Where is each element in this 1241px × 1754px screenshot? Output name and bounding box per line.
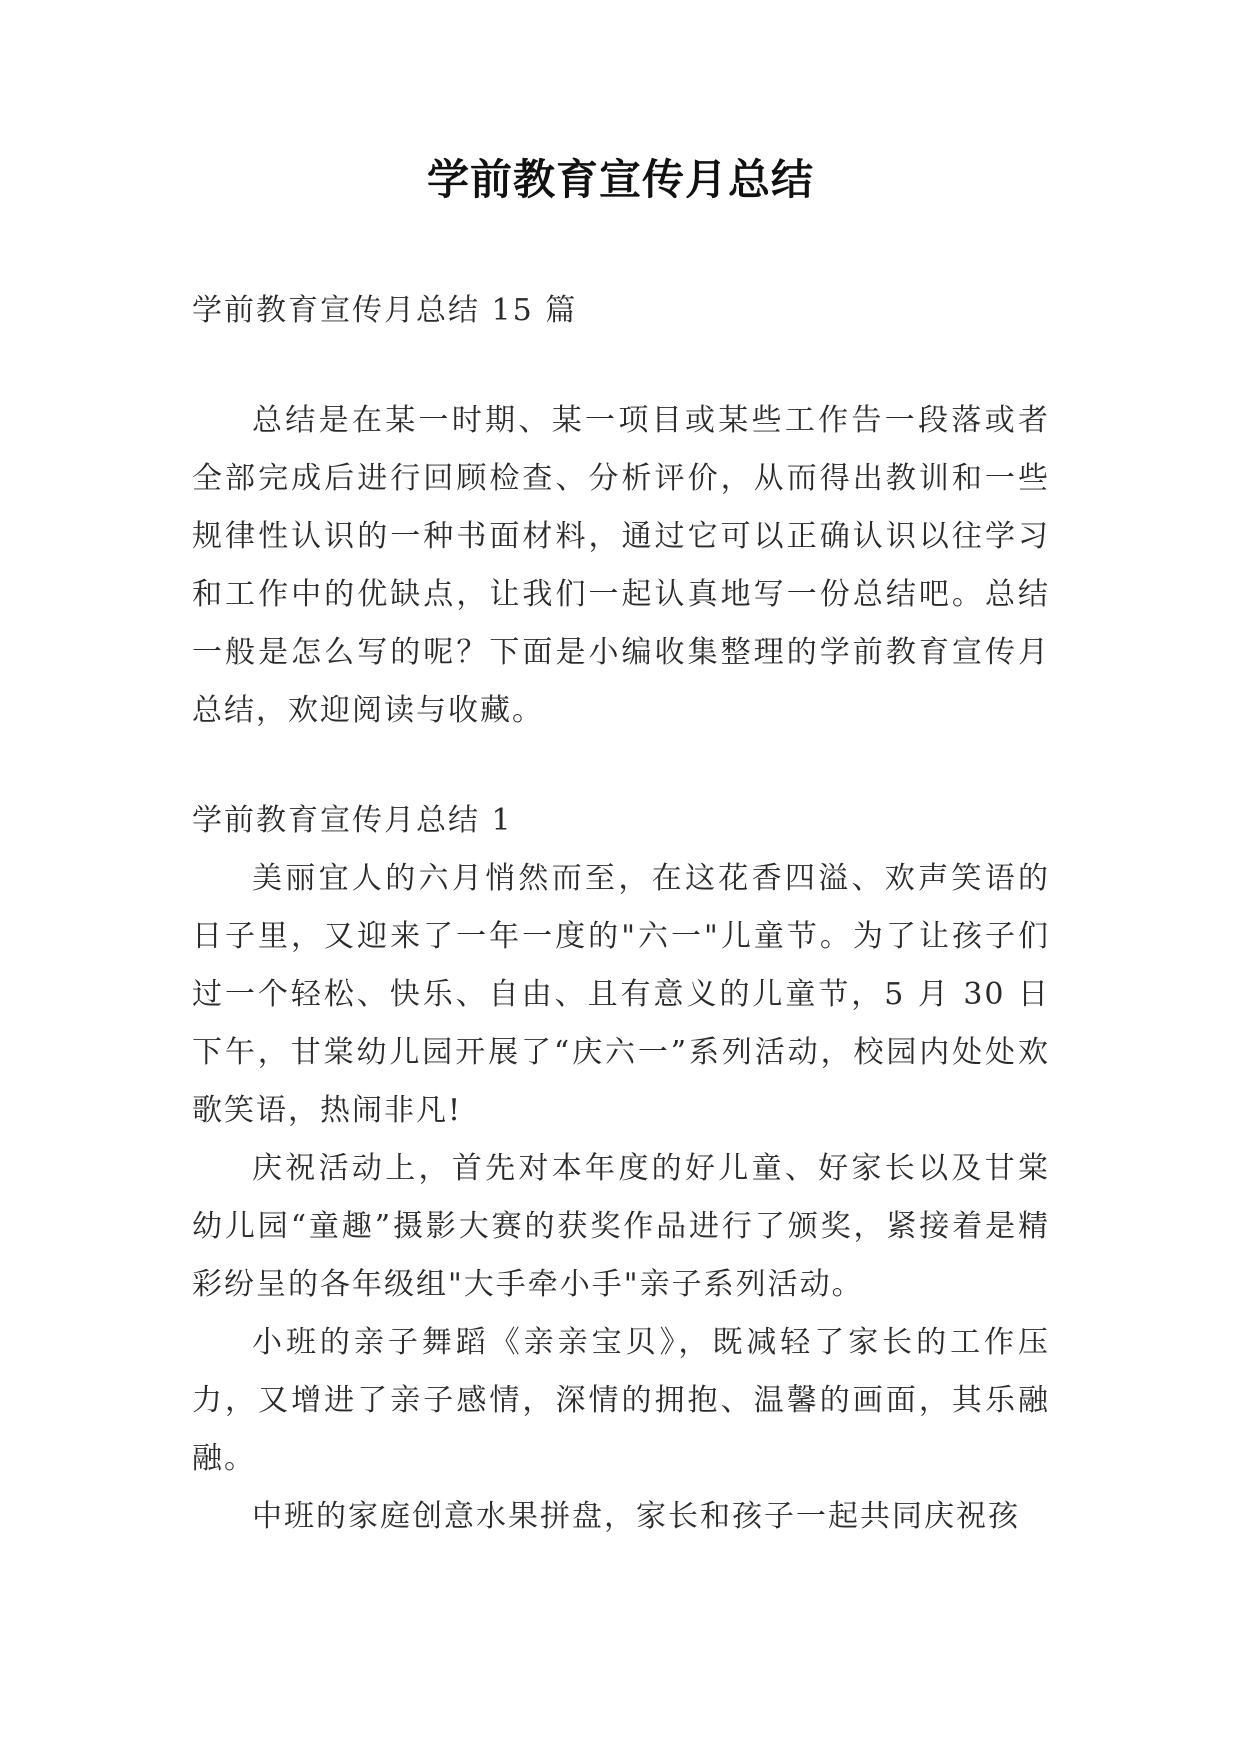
document-subtitle: 学前教育宣传月总结 15 篇 [192,293,578,328]
document-title: 学前教育宣传月总结 [426,155,814,204]
body-paragraph: 中班的家庭创意水果拼盘，家长和孩子一起共同庆祝孩 [252,1499,1020,1534]
body-paragraph: 小班的亲子舞蹈《亲亲宝贝》，既减轻了家长的工作压力，又增进了亲子感情，深情的拥抱、温馨的画面，其乐融融。 [192,1325,1050,1476]
document-body [192,282,1050,1546]
section-heading: 学前教育宣传月总结 1 [192,803,513,838]
intro-paragraph: 总结是在某一时期、某一项目或某些工作告一段落或者全部完成后进行回顾检查、分析评价，从而得出教训和一些规律性认识的一种书面材料，通过它可以正确认识以往学习和工作中的优缺点，让我们一起认真地写一份总结吧。总结一般是怎么写的呢？下面是小编收集整理的学前教育宣传月总结，欢迎阅读与收藏。 [192,403,1050,728]
body-paragraph: 美丽宜人的六月悄然而至，在这花香四溢、欢声笑语的日子里，又迎来了一年一度的"六一"儿童节。为了让孩子们过一个轻松、快乐、自由、且有意义的儿童节，5 月 30 日下午，甘棠幼儿园开展了“庆六一”系列活动，校园内处处欢歌笑语，热闹非凡! [192,861,1050,1128]
body-paragraph: 庆祝活动上，首先对本年度的好儿童、好家长以及甘棠幼儿园“童趣”摄影大赛的获奖作品进行了颁奖，紧接着是精彩纷呈的各年级组"大手牵小手"亲子系列活动。 [192,1151,1050,1302]
